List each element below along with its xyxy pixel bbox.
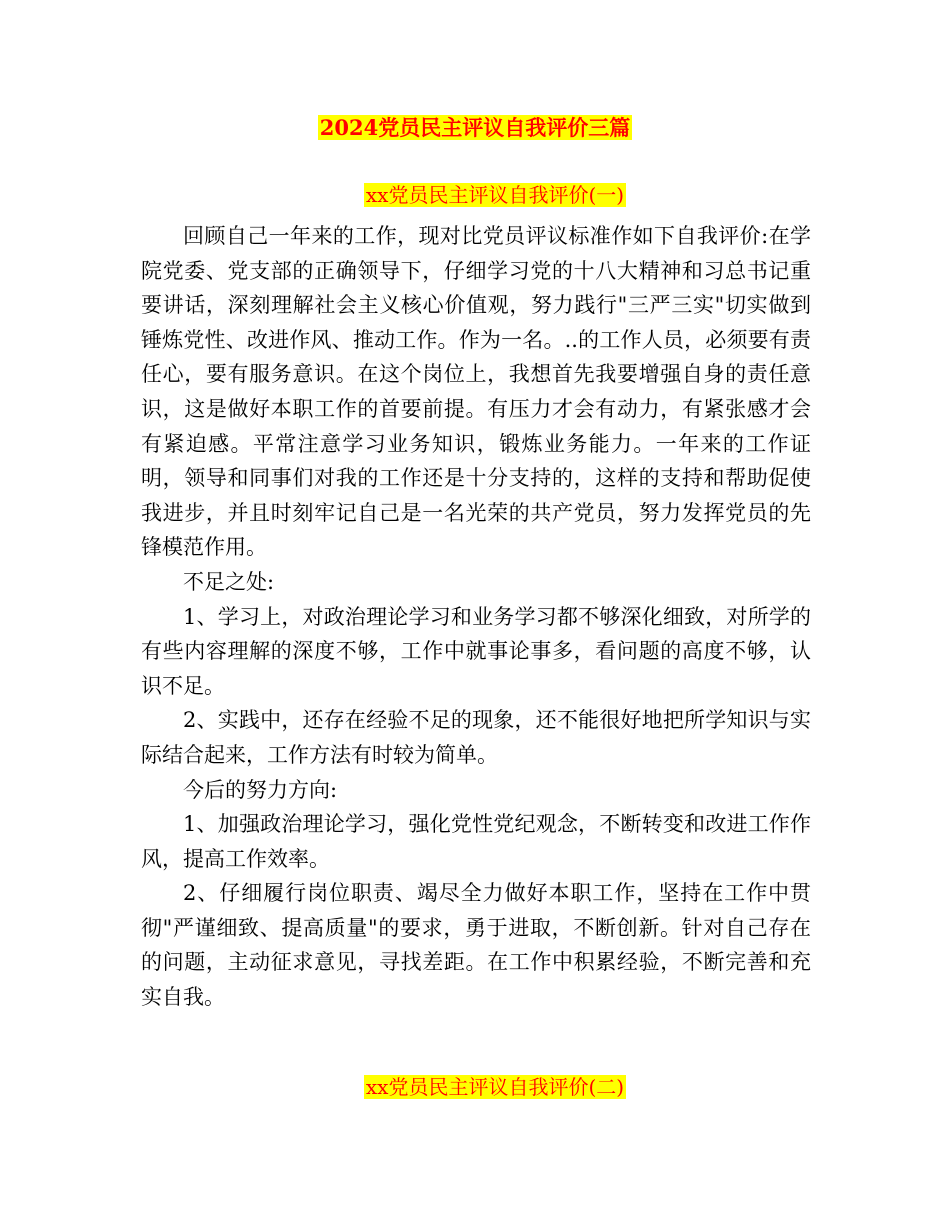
paragraph-shortcomings-heading: 不足之处: — [183, 569, 275, 594]
paragraph-shortcoming-2: 2、实践中，还存在经验不足的现象，还不能很好地把所学知识与实际结合起来，工作方法有时较为简单。 — [141, 708, 811, 767]
paragraph-intro: 回顾自己一年来的工作，现对比党员评议标准作如下自我评价:在学院党委、党支部的正确领导下，仔细学习党的十八大精神和习总书记重要讲话，深刻理解社会主义核心价值观，努力践行"三严三实"切实做到锤炼党性、改进作风、推动工作。作为一名。..的工作人员，必须要有责任心，要有服务意识。在这个岗位上，我想首先我要增强自身的责任意识，这是做好本职工作的首要前提。有压力才会有动力，有紧张感才会有紧迫感。平常注意学习业务知识，锻炼业务能力。一年来的工作证明，领导和同事们对我的工作还是十分支持的，这样的支持和帮助促使我进步，并且时刻牢记自己是一名光荣的共产党员，努力发挥党员的先锋模范作用。 — [141, 224, 811, 560]
section-heading-1-text: xx党员民主评议自我评价(一) — [365, 183, 625, 207]
section-heading-1 — [0, 180, 950, 210]
paragraph-direction-2: 2、仔细履行岗位职责、竭尽全力做好本职工作，坚持在工作中贯彻"严谨细致、提高质量"的要求，勇于进取，不断创新。针对自己存在的问题，主动征求意见，寻找差距。在工作中积累经验，不断完善和充实自我。 — [141, 881, 811, 1010]
document-title — [0, 112, 950, 144]
paragraph-direction-1: 1、加强政治理论学习，强化党性党纪观念，不断转变和改进工作作风，提高工作效率。 — [141, 812, 811, 871]
section-heading-2 — [0, 1072, 950, 1102]
paragraph-direction-heading: 今后的努力方向: — [183, 777, 338, 802]
paragraph-shortcoming-1: 1、学习上，对政治理论学习和业务学习都不够深化细致，对所学的有些内容理解的深度不够，工作中就事论事多，看问题的高度不够，认识不足。 — [141, 604, 811, 698]
section-heading-2-text: xx党员民主评议自我评价(二) — [365, 1075, 625, 1099]
document-title-text: 2024党员民主评议自我评价三篇 — [319, 115, 631, 140]
document-body — [141, 219, 811, 1015]
